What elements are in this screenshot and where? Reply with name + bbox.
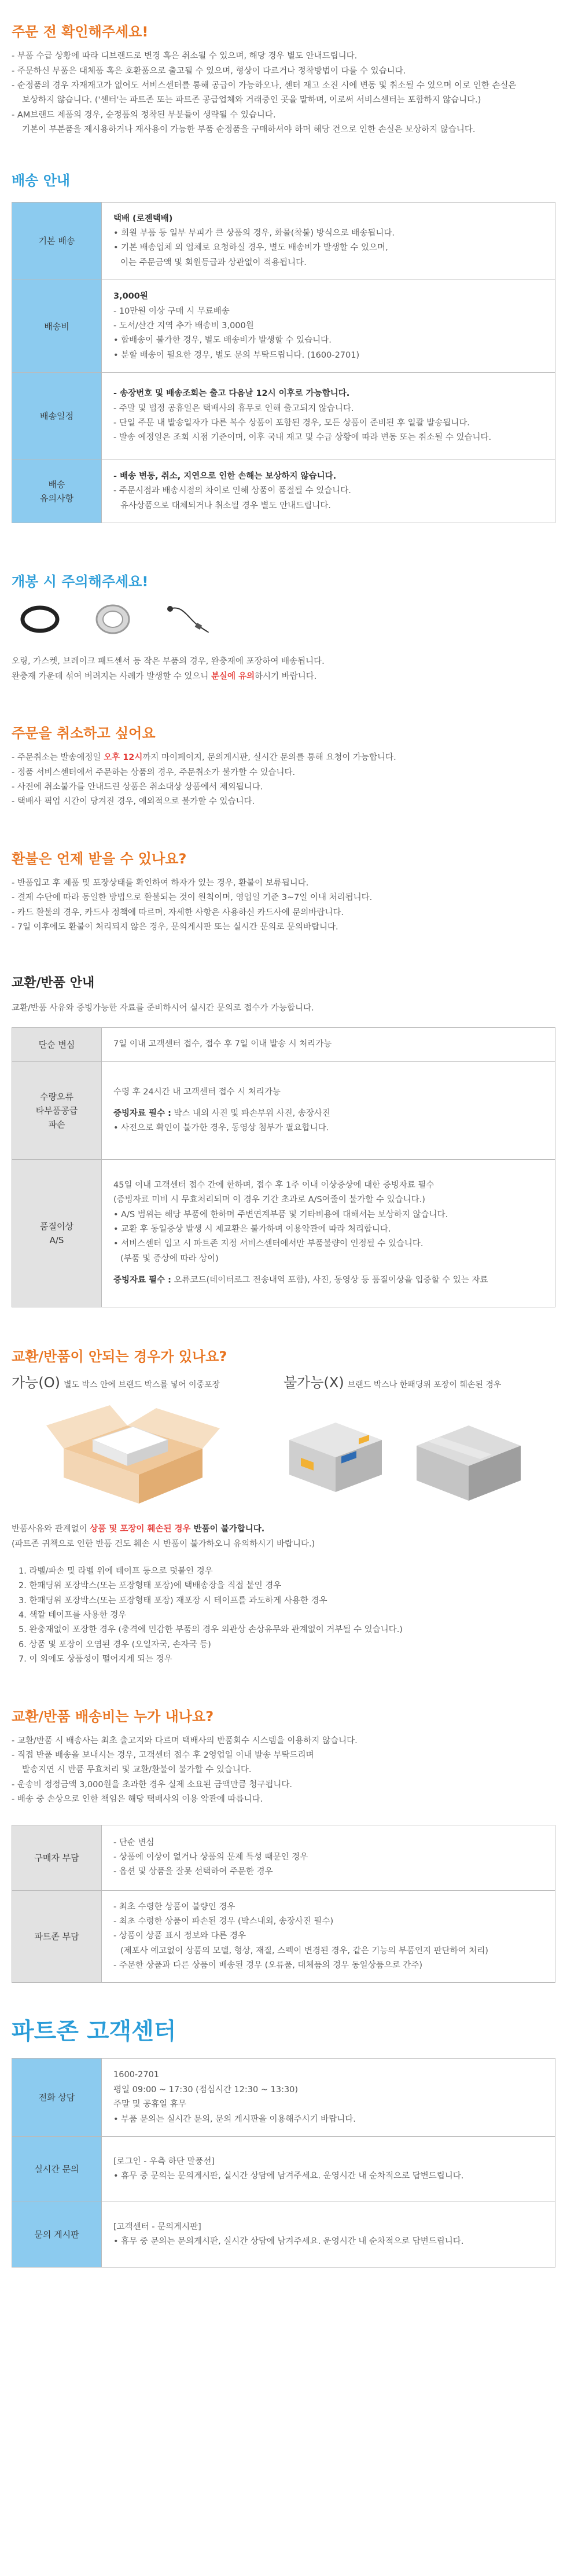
row-value	[102, 1891, 555, 1983]
row-line: - 10만원 이상 구매 시 무료배송	[113, 306, 230, 316]
row-line: 7일 이내 고객센터 접수, 접수 후 7일 이내 발송 시 처리가능	[113, 1039, 332, 1049]
row-value	[102, 280, 555, 372]
row-value	[102, 2202, 555, 2267]
cs-table	[12, 2058, 555, 2268]
row-line	[113, 1266, 543, 1273]
row-value	[102, 460, 555, 523]
row-line: • 서비스센터 입고 시 파트존 지정 서비스센터에서만 부품불량이 인정될 수 있습니다.	[113, 1239, 424, 1249]
delivery-title: 배송 안내	[12, 172, 71, 189]
row-line: 3,000원	[113, 292, 148, 302]
row-line: - 발송 예정일은 조회 시점 기준이며, 이후 국내 재고 및 수급 상황에 따라 변동 또는 취소될 수 있습니다.	[113, 433, 492, 443]
row-line: - 상품이 상품 표시 정보와 다른 경우	[113, 1931, 246, 1941]
double-box-illustration	[12, 1397, 284, 1506]
row-line: 수령 후 24시간 내 고객센터 접수 시 처리가능	[113, 1087, 281, 1097]
notice-line: - 부품 수급 상황에 따라 디브랜드로 변경 혹은 취소될 수 있으며, 해당 경우 별도 안내드립니다.	[12, 52, 358, 61]
cancel-line: - 사전에 취소불가를 안내드린 상품은 취소대상 상품에서 제외됩니다.	[12, 782, 263, 792]
table-row	[12, 2059, 555, 2137]
cancel-line-1-b: 까지 마이페이지, 문의게시판, 실시간 문의를 통해 요청이 가능합니다.	[142, 753, 396, 763]
row-line: 증빙자료 필수 : 오류코드(데이터로그 전송내역 포함), 사진, 동영상 등 품질이상을 입증할 수 있는 자료	[113, 1276, 488, 1285]
row-line: 이는 주문금액 및 회원등급과 상관없이 적용됩니다.	[120, 258, 307, 267]
cancel-line-1	[12, 751, 555, 765]
fee-line: - 교환/반품 시 배송사는 최초 출고지와 다르며 택배사의 반품회수 시스템을 이용하지 않습니다.	[12, 1736, 358, 1745]
refund-section	[12, 850, 555, 935]
damaged-box-illustration	[284, 1397, 555, 1506]
row-line: (부품 및 증상에 따라 상이)	[120, 1254, 219, 1263]
fee-title: 교환/반품 배송비는 누가 내나요?	[12, 1708, 214, 1725]
row-line: (증빙자료 미비 시 무효처리되며 이 경우 기간 초과로 A/S여줄이 불가할 수 있습니다.)	[113, 1195, 425, 1205]
delivery-section	[12, 172, 555, 523]
not-allowed-item: 6. 상품 및 포장이 오염된 경우 (오일자국, 손자국 등)	[19, 1640, 211, 1649]
row-value	[102, 2059, 555, 2136]
not-allowed-section	[12, 1348, 555, 1667]
refund-lines	[12, 876, 555, 935]
row-label: 배송비	[12, 280, 102, 372]
row-label: 문의 게시판	[12, 2202, 102, 2267]
row-value	[102, 1062, 555, 1159]
notice-line: - AM브랜드 제품의 경우, 순정품의 정착된 부분들이 생략될 수 있습니다.	[12, 110, 276, 120]
fee-table	[12, 1825, 555, 1983]
allowed-example	[12, 1374, 284, 1511]
row-line: - 상품에 이상이 없거나 상품의 문제 특성 때문인 경우	[113, 1852, 308, 1862]
row-label: 파트존 부담	[12, 1891, 102, 1983]
parts-icons	[20, 599, 555, 640]
breather-hose-icon	[165, 602, 212, 637]
not-allowed-desc: 브랜드 박스나 한패딩위 포장이 훼손된 경우	[347, 1380, 502, 1390]
not-allowed-title: 교환/반품이 안되는 경우가 있나요?	[12, 1348, 227, 1365]
notice-section	[12, 0, 555, 137]
row-line: - 송장번호 및 배송조회는 출고 다음날 12시 이후로 가능합니다.	[113, 389, 350, 399]
row-label: 배송 유의사항	[12, 460, 102, 523]
notice-lines	[12, 49, 555, 137]
row-line: • 부품 문의는 실시간 문의, 문의 게시판을 이용해주시기 바랍니다.	[113, 2114, 356, 2124]
not-allowed-subtitle: 불가능(X)	[284, 1374, 344, 1391]
row-line: • 사전으로 확인이 불가한 경우, 동영상 첨부가 필요합니다.	[113, 1123, 329, 1133]
fee-line: - 배송 중 손상으로 인한 책임은 해당 택배사의 이용 약관에 따릅니다.	[12, 1795, 263, 1805]
cancel-line-1-a: - 주문취소는 발송예정일	[12, 753, 104, 763]
fee-line: 발송지연 시 반품 무효처리 및 교환/환불이 불가할 수 있습니다.	[22, 1765, 252, 1775]
not-allowed-item: 5. 완충재없이 포장한 경우 (충격에 민감한 부품의 경우 외관상 손상유무와 관계없이 거부될 수 있습니다.)	[19, 1625, 403, 1635]
row-value	[102, 1825, 555, 1890]
row-label: 배송일정	[12, 373, 102, 460]
refund-line: - 카드 환불의 경우, 카드사 정책에 따르며, 자세한 사항은 사용하신 카드사에 문의바랍니다.	[12, 907, 344, 917]
notice-title: 주문 전 확인해주세요!	[12, 24, 149, 40]
refund-line: - 반품입고 후 제품 및 포장상태를 확인하여 하자가 있는 경우, 환불이 보류됩니다.	[12, 878, 309, 888]
table-row	[12, 1891, 555, 1983]
opening-section	[12, 573, 555, 684]
exchange-title: 교환/반품 안내	[12, 976, 95, 991]
not-allowed-items	[12, 1564, 555, 1667]
not-allowed-note-b: 반품이 불가합니다.	[190, 1524, 265, 1534]
row-value	[102, 2137, 555, 2202]
row-label: 수량오류 타부품공급 파손	[12, 1062, 102, 1159]
row-label: 품질이상 A/S	[12, 1160, 102, 1307]
row-label: 기본 배송	[12, 203, 102, 280]
refund-line: - 결제 수단에 따라 동일한 방법으로 환불되는 것이 원칙이며, 영업일 기준 3~7일 이내 처리됩니다.	[12, 893, 373, 903]
cancel-line: - 정품 서비스센터에서 주문하는 상품의 경우, 주문취소가 불가할 수 있습니다.	[12, 767, 296, 777]
row-line	[113, 1100, 543, 1107]
table-row	[12, 203, 555, 281]
row-line: • 합배송이 불가한 경우, 별도 배송비가 발생할 수 있습니다.	[113, 336, 332, 346]
not-allowed-item: 1. 라벨/파손 및 라벨 위에 테이프 등으로 덧붙인 경우	[19, 1566, 213, 1576]
table-row	[12, 1825, 555, 1891]
row-line: - 최초 수령한 상품이 파손된 경우 (박스내외, 송장사진 필수)	[113, 1916, 334, 1926]
not-allowed-note-a: 반품사유와 관계없이	[12, 1524, 90, 1534]
refund-line: - 7일 이후에도 환불이 처리되지 않은 경우, 문의게시판 또는 실시간 문의로 문의바랍니다.	[12, 923, 338, 932]
notice-line: 보상하지 않습니다. ('센터'는 파트존 또는 파트존 공급업체와 거래중인 곳을 말하며, 이로써 서비스센터는 포함하지 않습니다.)	[22, 95, 481, 105]
cancel-line-1-bold: 오후 12시	[104, 753, 143, 763]
row-line: 45일 이내 고객센터 접수 간에 한하며, 접수 후 1주 이내 이상증상에 대한 증빙자료 필수	[113, 1180, 435, 1190]
not-allowed-item: 2. 한패딩위 포장박스(또는 포장형태 포장)에 택배송장을 직접 붙인 경우	[19, 1581, 282, 1591]
not-allowed-item: 3. 한패딩위 포장박스(또는 포장형태 포장) 재포장 시 테이프를 과도하게 사용한 경우	[19, 1596, 327, 1605]
table-row	[12, 1062, 555, 1160]
cancel-line: - 택배사 픽업 시간이 당겨진 경우, 예외적으로 불가할 수 있습니다.	[12, 797, 255, 807]
allowed-title: 가능(O)	[12, 1374, 60, 1391]
row-line: - 단순 변심	[113, 1838, 154, 1847]
table-row	[12, 373, 555, 460]
gasket-icon	[93, 602, 133, 637]
refund-title: 환불은 언제 받을 수 있나요?	[12, 850, 187, 867]
opening-title: 개봉 시 주의해주세요!	[12, 574, 149, 590]
cancel-section	[12, 725, 555, 810]
row-line: 유사상품으로 대체되거나 취소될 경우 별도 안내드립니다.	[120, 501, 331, 510]
row-line: 1600-2701	[113, 2070, 160, 2080]
row-value	[102, 1160, 555, 1307]
row-line: 주말 및 공휴일 휴무	[113, 2100, 186, 2110]
exchange-intro: 교환/반품 사유와 증빙가능한 자료를 준비하시어 실시간 문의로 접수가 가능합니다.	[12, 1004, 314, 1013]
allowed-desc: 별도 박스 안에 브랜드 박스를 넣어 이중포장	[64, 1380, 220, 1390]
row-line: - 주말 및 법정 공휴일은 택배사의 휴무로 인해 출고되지 않습니다.	[113, 403, 354, 413]
not-allowed-example	[284, 1374, 555, 1511]
row-line: - 주문한 상품과 다른 상품이 배송된 경우 (오류품, 대체품의 경우 동일상품으로 간주)	[113, 1961, 423, 1971]
row-line: - 옵션 및 상품을 잘못 선택하여 주문한 경우	[113, 1867, 273, 1877]
row-label: 전화 상담	[12, 2059, 102, 2136]
opening-line-2-b: 하시기 바랍니다.	[255, 671, 317, 681]
fee-line: - 직접 반품 배송을 보내시는 경우, 고객센터 접수 후 2영업일 이내 발송 부탁드리며	[12, 1751, 314, 1761]
row-line: - 최초 수령한 상품이 불량인 경우	[113, 1902, 235, 1912]
table-row	[12, 1160, 555, 1307]
row-line: - 단일 주문 내 발송일자가 다른 복수 상품이 포함된 경우, 모든 상품이 준비된 후 일괄 발송됩니다.	[113, 418, 470, 428]
row-line: [고객센터 - 문의게시판]	[113, 2222, 201, 2232]
fee-section	[12, 1708, 555, 1983]
opening-line-1: 오링, 가스켓, 브레이크 패드센서 등 작은 부품의 경우, 완충재에 포장하여 배송됩니다.	[12, 657, 325, 667]
table-row	[12, 2137, 555, 2202]
notice-line: 기본이 부분품을 제시용하거나 재사용이 가능한 부품 순정품을 구매하셔야 하며 해당 건으로 인한 손실은 보상하지 않습니다.	[22, 125, 476, 135]
opening-line-2-a: 완충재 가운데 섞여 버려지는 사례가 발생할 수 있으니	[12, 671, 212, 681]
notice-line: - 주문하신 부품은 대체품 혹은 호환품으로 출고될 수 있으며, 형상이 다르거나 정착방법이 다를 수 있습니다.	[12, 66, 406, 76]
row-line: - 배송 변동, 취소, 지연으로 인한 손해는 보상하지 않습니다.	[113, 472, 337, 481]
cs-section	[12, 2018, 555, 2268]
cancel-title: 주문을 취소하고 싶어요	[12, 725, 156, 742]
row-line: • 교환 후 동일증상 발생 시 제교환은 불가하며 이용약관에 따라 처리합니다.	[113, 1225, 391, 1234]
row-label: 단순 변심	[12, 1028, 102, 1061]
row-line: 증빙자료 필수 : 박스 내외 사진 및 파손부위 사진, 송장사진	[113, 1109, 330, 1119]
opening-line-2-bold: 분실에 유의	[211, 671, 255, 681]
not-allowed-note-bold: 상품 및 포장이 훼손된 경우	[90, 1524, 191, 1534]
fee-line: - 운송비 정정금액 3,000원을 초과한 경우 실제 소요된 금액만큼 청구됩니다.	[12, 1780, 293, 1789]
row-line: - 주문시점과 배송시점의 차이로 인해 상품이 품절될 수 있습니다.	[113, 486, 351, 496]
notice-line: - 순정품의 경우 자재재고가 없어도 서비스센터를 통해 공급이 가능하오나, 센터 재고 소진 시에 변동 및 취소될 수 있으며 이로 인한 손실은	[12, 80, 517, 90]
row-line: 평일 09:00 ~ 17:30 (점심시간 12:30 ~ 13:30)	[113, 2085, 299, 2094]
row-line: • 기본 배송업체 외 업체로 요청하실 경우, 별도 배송비가 발생할 수 있으며,	[113, 243, 388, 253]
row-value	[102, 203, 555, 280]
row-line: 택배 (로젠택배)	[113, 214, 173, 223]
exchange-section	[12, 975, 555, 1307]
row-line: • A/S 범위는 해당 부품에 한하며 주변연계부품 및 기타비용에 대해서는 보상하지 않습니다.	[113, 1210, 448, 1219]
not-allowed-item: 4. 색깔 테이프를 사용한 경우	[19, 1611, 127, 1620]
exchange-table	[12, 1027, 555, 1307]
row-value	[102, 1028, 555, 1061]
cs-title: 파트존 고객센터	[12, 2018, 176, 2045]
opening-line-2	[12, 670, 555, 684]
row-label: 실시간 문의	[12, 2137, 102, 2202]
delivery-table	[12, 202, 555, 524]
not-allowed-note	[12, 1522, 555, 1537]
o-ring-icon	[20, 605, 60, 634]
row-line: (제포사 예고없이 상품의 모델, 형상, 재질, 스펙이 변경된 경우, 같은 기능의 부품인지 판단하여 처리)	[120, 1946, 488, 1956]
fee-lines	[12, 1734, 555, 1807]
table-row	[12, 280, 555, 373]
row-line: • 휴무 중 문의는 문의게시판, 실시간 상담에 남겨주세요. 운영시간 내 순차적으로 답변드립니다.	[113, 2171, 464, 2181]
row-line: • 회원 부품 등 일부 부피가 큰 상품의 경우, 화물(착불) 방식으로 배송됩니다.	[113, 229, 395, 238]
table-row	[12, 1028, 555, 1061]
row-value	[102, 373, 555, 460]
table-row	[12, 2202, 555, 2267]
row-label: 구매자 부담	[12, 1825, 102, 1890]
not-allowed-note-2: (파트존 귀책으로 인한 반품 건도 훼손 시 반품이 불가하오니 유의하시기 바랍니다.)	[12, 1539, 315, 1549]
row-line: - 도서/산간 지역 추가 배송비 3,000원	[113, 321, 254, 330]
row-line: • 휴무 중 문의는 문의게시판, 실시간 상담에 남겨주세요. 운영시간 내 순차적으로 답변드립니다.	[113, 2236, 464, 2246]
not-allowed-item: 7. 이 외에도 상품성이 떨어지게 되는 경우	[19, 1655, 172, 1664]
row-line: [로그인 - 우측 하단 말풍선]	[113, 2156, 215, 2166]
row-line: • 분할 배송이 필요한 경우, 별도 문의 부탁드립니다. (1600-2701)	[113, 350, 360, 360]
table-row	[12, 460, 555, 523]
